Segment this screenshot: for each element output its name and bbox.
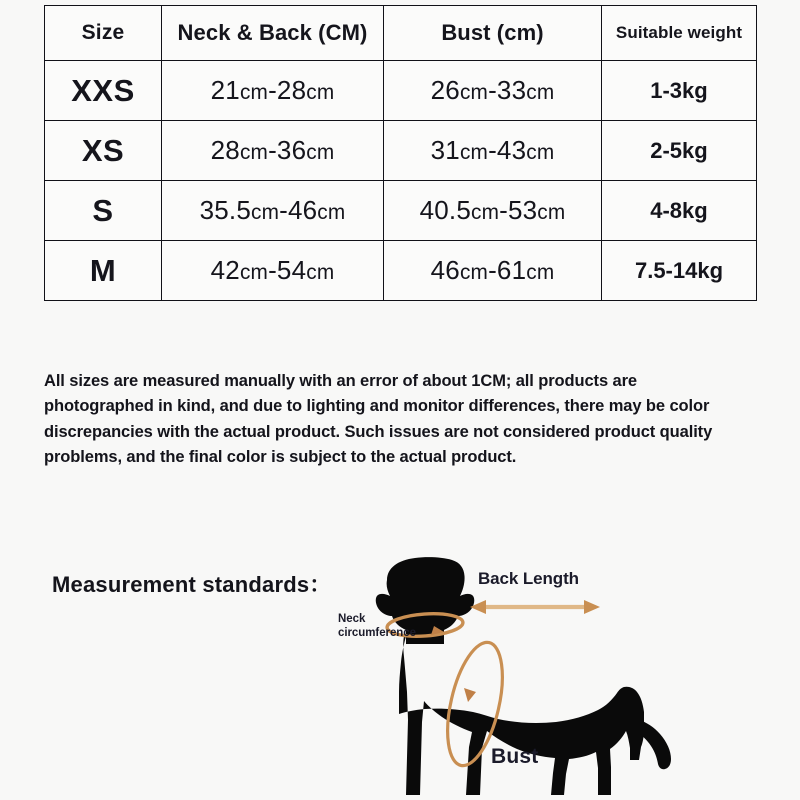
value-bust-high: -33 xyxy=(488,75,527,105)
bust-loop-arrowhead xyxy=(464,688,476,702)
column-header-suitable-weight: Suitable weight xyxy=(602,6,757,61)
cell-bust xyxy=(384,241,602,301)
unit-cm: cm xyxy=(306,261,335,284)
measurement-standards-heading: Measurement standards： xyxy=(52,572,332,597)
cell-bust xyxy=(384,61,602,121)
disclaimer-text: All sizes are measured manually with an error of about 1CM; all products are photographed in kind, and due to lighting and monitor differences, there may be color discrepancies with the actual product. Such issues are not considered product quality problems, and the final color is subject to the actual product. xyxy=(44,371,713,466)
value-bust-low: 26 xyxy=(430,75,460,105)
value-neck-high: -28 xyxy=(268,75,307,105)
unit-cm: cm xyxy=(250,201,280,224)
table-header-row xyxy=(45,6,757,61)
cell-neck-and-back xyxy=(162,61,384,121)
value-neck-high: -54 xyxy=(268,255,307,285)
value-neck-low: 28 xyxy=(210,135,240,165)
value-bust-high: -61 xyxy=(488,255,527,285)
cell-suitable-weight: 7.5-14kg xyxy=(602,241,757,301)
size-chart-table xyxy=(44,5,757,301)
unit-cm: cm xyxy=(306,141,335,164)
value-neck-low: 42 xyxy=(210,255,240,285)
cell-suitable-weight: 2-5kg xyxy=(602,121,757,181)
value-bust-low: 46 xyxy=(430,255,460,285)
value-neck-low: 21 xyxy=(210,75,240,105)
cell-size: XXS xyxy=(45,61,162,121)
unit-cm: cm xyxy=(526,81,555,104)
label-neck-line1: Neck xyxy=(338,613,366,625)
table-row xyxy=(45,61,757,121)
cell-neck-and-back xyxy=(162,241,384,301)
dog-silhouette-svg xyxy=(330,552,800,800)
column-header-size: Size xyxy=(45,6,162,61)
table-row xyxy=(45,241,757,301)
value-neck-high: -36 xyxy=(268,135,307,165)
back-length-arrow xyxy=(470,600,600,614)
label-back-length: Back Length xyxy=(478,569,579,588)
dog-measurement-diagram xyxy=(330,552,800,800)
size-chart-table-container xyxy=(44,5,756,301)
unit-cm: cm xyxy=(306,81,335,104)
cell-size: S xyxy=(45,181,162,241)
value-bust-low: 40.5 xyxy=(419,195,471,225)
table-row xyxy=(45,121,757,181)
value-neck-low: 35.5 xyxy=(199,195,251,225)
value-bust-high: -43 xyxy=(488,135,527,165)
column-header-neck-and-back: Neck & Back (CM) xyxy=(162,6,384,61)
cell-bust xyxy=(384,181,602,241)
unit-cm: cm xyxy=(526,141,555,164)
label-neck-circumference xyxy=(338,612,416,640)
cell-neck-and-back xyxy=(162,181,384,241)
unit-cm: cm xyxy=(239,261,269,284)
unit-cm: cm xyxy=(526,261,555,284)
cell-suitable-weight: 1-3kg xyxy=(602,61,757,121)
table-row xyxy=(45,181,757,241)
back-length-arrowhead-right xyxy=(584,600,600,614)
value-neck-high: -46 xyxy=(279,195,318,225)
table-body xyxy=(45,61,757,301)
unit-cm: cm xyxy=(459,261,489,284)
cell-bust xyxy=(384,121,602,181)
unit-cm: cm xyxy=(459,81,489,104)
unit-cm: cm xyxy=(317,201,346,224)
unit-cm: cm xyxy=(537,201,566,224)
unit-cm: cm xyxy=(239,141,269,164)
label-neck-line2: circumference xyxy=(338,627,416,639)
cell-size: M xyxy=(45,241,162,301)
value-bust-high: -53 xyxy=(499,195,538,225)
column-header-bust: Bust (cm) xyxy=(384,6,602,61)
unit-cm: cm xyxy=(239,81,269,104)
unit-cm: cm xyxy=(459,141,489,164)
cell-size: XS xyxy=(45,121,162,181)
dog-body xyxy=(399,636,644,795)
value-bust-low: 31 xyxy=(430,135,460,165)
label-bust: Bust xyxy=(491,745,539,768)
cell-neck-and-back xyxy=(162,121,384,181)
unit-cm: cm xyxy=(470,201,500,224)
cell-suitable-weight: 4-8kg xyxy=(602,181,757,241)
table-header xyxy=(45,6,757,61)
